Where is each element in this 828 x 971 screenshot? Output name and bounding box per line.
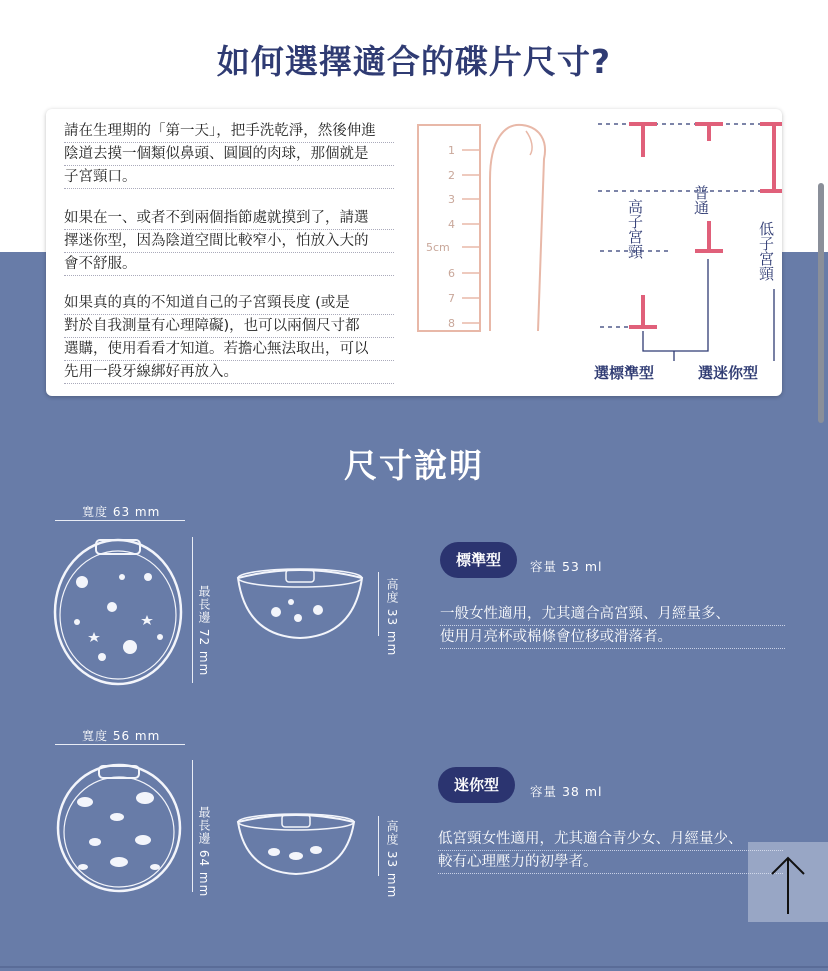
choose-mini-label: 選迷你型 — [698, 364, 759, 382]
high-cervix-label: 高子宮頸 — [626, 199, 644, 259]
text-line: 低宮頸女性適用，尤其適合青少女、月經量少、 — [438, 828, 783, 851]
mini-disc-top-view — [55, 762, 183, 894]
ruler-label: 3 — [448, 193, 455, 206]
standard-description — [440, 603, 785, 649]
mini-description — [438, 828, 783, 874]
bottom-divider — [0, 966, 828, 968]
ruler-label: 4 — [448, 218, 455, 231]
text-line: 子宮頸口。 — [64, 166, 394, 189]
mini-width-line — [55, 744, 185, 745]
sizes-section-title: 尺寸說明 — [344, 446, 484, 485]
text-line: 較有心理壓力的初學者。 — [438, 851, 783, 874]
ruler-label: 1 — [448, 144, 455, 157]
text-line: 擇迷你型，因為陰道空間比較窄小，怕放入大的 — [64, 230, 394, 253]
text-line: 對於自我測量有心理障礙)，也可以兩個尺寸都 — [64, 315, 394, 338]
mini-type-badge: 迷你型 — [438, 767, 515, 803]
arrow-up-icon — [748, 842, 828, 922]
instruction-paragraph-3 — [64, 292, 394, 384]
text-line: 如果真的真的不知道自己的子宮頸長度 (或是 — [64, 292, 394, 315]
mini-height-line — [378, 816, 379, 876]
low-cervix-label: 低子宮頸 — [757, 221, 775, 281]
standard-length-line — [192, 537, 193, 683]
standard-width-line — [55, 520, 185, 521]
fingernail-line — [526, 131, 532, 155]
text-line: 陰道去摸一個類似鼻頭、圓圓的肉球，那個就是 — [64, 143, 394, 166]
finger-illustration — [490, 125, 545, 331]
mini-disc-side-view — [236, 812, 356, 878]
mini-volume: 容量 38 ml — [530, 784, 603, 799]
mini-width-label: 寬度 56 mm — [82, 729, 161, 743]
text-line: 請在生理期的「第一天」，把手洗乾淨，然後伸進 — [64, 120, 394, 143]
mini-length-label: 最長邊 64 mm — [197, 806, 211, 898]
mini-height-label: 高度 33 mm — [385, 820, 399, 899]
standard-disc-side-view — [236, 566, 364, 642]
ruler-ticks — [462, 150, 480, 323]
text-line: 一般女性適用，尤其適合高宮頸、月經量多、 — [440, 603, 785, 626]
instruction-paragraph-1 — [64, 120, 394, 189]
instruction-paragraph-2 — [64, 207, 394, 276]
text-line: 如果在一、或者不到兩個指節處就摸到了，請選 — [64, 207, 394, 230]
guide-lines — [598, 124, 770, 327]
choose-standard-label: 選標準型 — [594, 364, 655, 382]
mini-length-line — [192, 760, 193, 892]
ruler-label: 8 — [448, 317, 455, 330]
standard-height-label: 高度 33 mm — [385, 578, 399, 657]
instruction-card — [46, 109, 782, 396]
text-line: 先用一段牙線綁好再放入。 — [64, 361, 394, 384]
text-line: 使用月亮杯或棉條會位移或滑落者。 — [440, 626, 785, 649]
ruler-label: 6 — [448, 267, 455, 280]
cervix-measure-diagram — [410, 109, 782, 396]
text-line: 會不舒服。 — [64, 253, 394, 276]
ruler-label: 5cm — [426, 241, 450, 254]
standard-height-line — [378, 572, 379, 636]
ruler-label: 7 — [448, 292, 455, 305]
page-title: 如何選擇適合的碟片尺寸? — [216, 42, 612, 81]
connector-lines — [643, 259, 774, 361]
normal-cervix-label: 普通 — [692, 185, 710, 215]
standard-type-badge: 標準型 — [440, 542, 517, 578]
standard-volume: 容量 53 ml — [530, 559, 603, 574]
scroll-to-top-button[interactable] — [748, 842, 828, 922]
standard-length-label: 最長邊 72 mm — [197, 585, 211, 677]
text-line: 選購，使用看看才知道。若擔心無法取出，可以 — [64, 338, 394, 361]
standard-disc-top-view — [52, 537, 184, 687]
standard-width-label: 寬度 63 mm — [82, 505, 161, 519]
scrollbar[interactable] — [818, 183, 824, 423]
ruler-label: 2 — [448, 169, 455, 182]
